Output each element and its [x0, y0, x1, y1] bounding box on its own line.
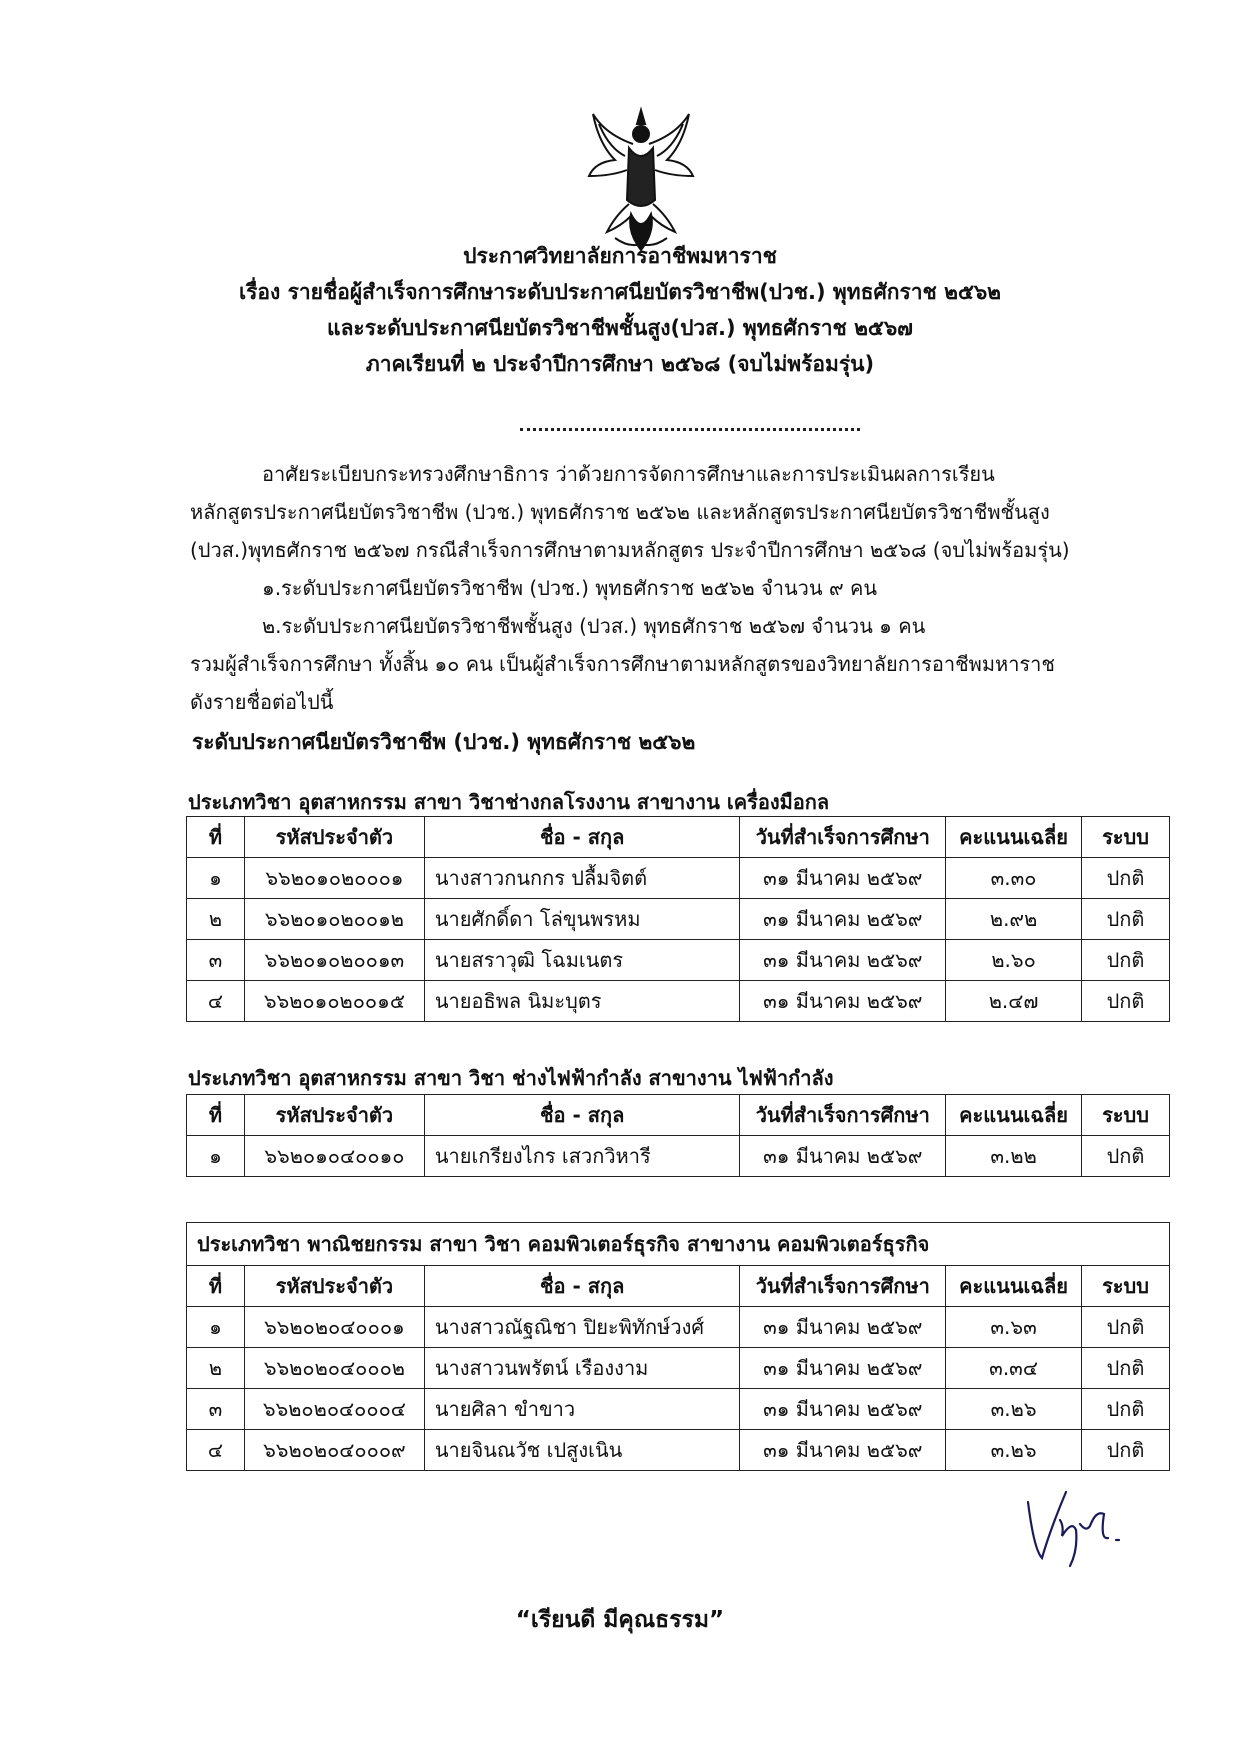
col-date: วันที่สำเร็จการศึกษา	[740, 1095, 946, 1136]
cell-date: ๓๑ มีนาคม ๒๕๖๙	[740, 1348, 946, 1389]
table-row	[187, 858, 1170, 899]
cell-gpa: ๒.๖๐	[946, 940, 1082, 981]
cell-no: ๓	[187, 1389, 245, 1430]
table-header-row	[187, 817, 1170, 858]
cell-system: ปกติ	[1082, 1136, 1170, 1177]
cell-id: ๖๖๒๐๑๐๒๐๐๑๕	[244, 981, 424, 1022]
body-item-2: ๒.ระดับประกาศนียบัตรวิชาชีพชั้นสูง (ปวส.) พุทธศักราช ๒๕๖๗ จำนวน ๑ คน	[262, 614, 926, 638]
body-line-3: (ปวส.)พุทธศักราช ๒๕๖๗ กรณีสำเร็จการศึกษาตามหลักสูตร ประจำปีการศึกษา ๒๕๖๘ (จบไม่พร้อมรุ่น)	[190, 538, 1070, 562]
col-date: วันที่สำเร็จการศึกษา	[740, 1266, 946, 1307]
col-name: ชื่อ - สกุล	[424, 1095, 740, 1136]
group-3-title: ประเภทวิชา พาณิชยกรรม สาขา วิชา คอมพิวเตอร์ธุรกิจ สาขางาน คอมพิวเตอร์ธุรกิจ	[187, 1223, 1170, 1266]
cell-id: ๖๖๒๐๑๐๒๐๐๑๓	[244, 940, 424, 981]
cell-system: ปกติ	[1082, 981, 1170, 1022]
group-2-title: ประเภทวิชา อุตสาหกรรม สาขา วิชา ช่างไฟฟ้ากำลัง สาขางาน ไฟฟ้ากำลัง	[188, 1066, 834, 1090]
announcement-title: ประกาศวิทยาลัยการอาชีพมหาราช	[463, 244, 777, 268]
cell-id: ๖๖๒๐๑๐๒๐๐๐๑	[244, 858, 424, 899]
garuda-emblem-icon	[585, 104, 697, 256]
group-3-title-row	[187, 1223, 1170, 1266]
body-line-4: รวมผู้สำเร็จการศึกษา ทั้งสิ้น ๑๐ คน เป็นผู้สำเร็จการศึกษาตามหลักสูตรของวิทยาลัยการอาชีพมหาราช	[190, 652, 1055, 676]
table-row	[187, 1307, 1170, 1348]
col-system: ระบบ	[1082, 817, 1170, 858]
col-gpa: คะแนนเฉลี่ย	[946, 1095, 1082, 1136]
cell-name: นายศิลา ขำขาว	[424, 1389, 740, 1430]
cell-gpa: ๓.๖๓	[946, 1307, 1082, 1348]
cell-gpa: ๒.๙๒	[946, 899, 1082, 940]
cell-no: ๑	[187, 1136, 245, 1177]
col-no: ที่	[187, 1095, 245, 1136]
table-row	[187, 1348, 1170, 1389]
cell-name: นางสาวนพรัตน์ เรืองงาม	[424, 1348, 740, 1389]
table-header-row	[187, 1095, 1170, 1136]
cell-date: ๓๑ มีนาคม ๒๕๖๙	[740, 899, 946, 940]
col-id: รหัสประจำตัว	[244, 1095, 424, 1136]
col-date: วันที่สำเร็จการศึกษา	[740, 817, 946, 858]
cell-date: ๓๑ มีนาคม ๒๕๖๙	[740, 1430, 946, 1471]
cell-date: ๓๑ มีนาคม ๒๕๖๙	[740, 1307, 946, 1348]
cell-no: ๑	[187, 1307, 245, 1348]
body-line-1: อาศัยระเบียบกระทรวงศึกษาธิการ ว่าด้วยการจัดการศึกษาและการประเมินผลการเรียน	[262, 462, 995, 486]
cell-system: ปกติ	[1082, 1348, 1170, 1389]
cell-no: ๒	[187, 899, 245, 940]
cell-date: ๓๑ มีนาคม ๒๕๖๙	[740, 1389, 946, 1430]
group-2-table	[186, 1094, 1170, 1177]
group-3-table	[186, 1222, 1170, 1471]
body-line-5: ดังรายชื่อต่อไปนี้	[190, 690, 334, 714]
group-1-table	[186, 816, 1170, 1022]
cell-gpa: ๓.๒๖	[946, 1430, 1082, 1471]
table-header-row	[187, 1266, 1170, 1307]
cell-date: ๓๑ มีนาคม ๒๕๖๙	[740, 858, 946, 899]
table-row	[187, 899, 1170, 940]
cell-no: ๔	[187, 1430, 245, 1471]
dotted-divider	[520, 428, 860, 431]
cell-name: นายอธิพล นิมะบุตร	[424, 981, 740, 1022]
cell-gpa: ๓.๓๔	[946, 1348, 1082, 1389]
motto: “เรียนดี มีคุณธรรม”	[515, 1607, 725, 1633]
cell-date: ๓๑ มีนาคม ๒๕๖๙	[740, 981, 946, 1022]
cell-gpa: ๒.๔๗	[946, 981, 1082, 1022]
cell-id: ๖๖๒๐๒๐๔๐๐๐๔	[244, 1389, 424, 1430]
cell-name: นายจินณวัช เปสูงเนิน	[424, 1430, 740, 1471]
cell-gpa: ๓.๒๖	[946, 1389, 1082, 1430]
section-title: ระดับประกาศนียบัตรวิชาชีพ (ปวช.) พุทธศักราช ๒๕๖๒	[192, 730, 696, 754]
col-system: ระบบ	[1082, 1095, 1170, 1136]
col-id: รหัสประจำตัว	[244, 817, 424, 858]
cell-gpa: ๓.๓๐	[946, 858, 1082, 899]
cell-no: ๑	[187, 858, 245, 899]
cell-system: ปกติ	[1082, 1307, 1170, 1348]
body-item-1: ๑.ระดับประกาศนียบัตรวิชาชีพ (ปวช.) พุทธศักราช ๒๕๖๒ จำนวน ๙ คน	[262, 576, 877, 600]
cell-name: นายเกรียงไกร เสวกวิหารี	[424, 1136, 740, 1177]
subject-line-1: เรื่อง รายชื่อผู้สำเร็จการศึกษาระดับประกาศนียบัตรวิชาชีพ(ปวช.) พุทธศักราช ๒๕๖๒	[238, 280, 1002, 304]
subject-line-3: ภาคเรียนที่ ๒ ประจำปีการศึกษา ๒๕๖๘ (จบไม่พร้อมรุ่น)	[365, 352, 875, 376]
cell-name: นางสาวณัฐณิชา ปิยะพิทักษ์วงศ์	[424, 1307, 740, 1348]
col-no: ที่	[187, 817, 245, 858]
cell-id: ๖๖๒๐๑๐๔๐๐๑๐	[244, 1136, 424, 1177]
col-name: ชื่อ - สกุล	[424, 817, 740, 858]
col-name: ชื่อ - สกุล	[424, 1266, 740, 1307]
body-line-2: หลักสูตรประกาศนียบัตรวิชาชีพ (ปวช.) พุทธศักราช ๒๕๖๒ และหลักสูตรประกาศนียบัตรวิชาชีพชั้นสูง	[190, 500, 1050, 524]
subject-line-2: และระดับประกาศนียบัตรวิชาชีพชั้นสูง(ปวส.) พุทธศักราช ๒๕๖๗	[327, 316, 913, 340]
cell-system: ปกติ	[1082, 1430, 1170, 1471]
cell-system: ปกติ	[1082, 899, 1170, 940]
table-row	[187, 940, 1170, 981]
col-id: รหัสประจำตัว	[244, 1266, 424, 1307]
cell-id: ๖๖๒๐๑๐๒๐๐๑๒	[244, 899, 424, 940]
cell-id: ๖๖๒๐๒๐๔๐๐๐๑	[244, 1307, 424, 1348]
cell-gpa: ๓.๒๒	[946, 1136, 1082, 1177]
cell-no: ๔	[187, 981, 245, 1022]
table-row	[187, 1136, 1170, 1177]
cell-system: ปกติ	[1082, 940, 1170, 981]
cell-system: ปกติ	[1082, 858, 1170, 899]
cell-name: นายศักดิ์ดา โล่ขุนพรหม	[424, 899, 740, 940]
cell-no: ๒	[187, 1348, 245, 1389]
cell-date: ๓๑ มีนาคม ๒๕๖๙	[740, 1136, 946, 1177]
table-row	[187, 1389, 1170, 1430]
group-1-title: ประเภทวิชา อุตสาหกรรม สาขา วิชาช่างกลโรงงาน สาขางาน เครื่องมือกล	[188, 790, 830, 814]
cell-date: ๓๑ มีนาคม ๒๕๖๙	[740, 940, 946, 981]
table-row	[187, 1430, 1170, 1471]
col-system: ระบบ	[1082, 1266, 1170, 1307]
cell-id: ๖๖๒๐๒๐๔๐๐๐๙	[244, 1430, 424, 1471]
col-gpa: คะแนนเฉลี่ย	[946, 817, 1082, 858]
cell-name: นางสาวกนกกร ปลื้มจิตต์	[424, 858, 740, 899]
cell-id: ๖๖๒๐๒๐๔๐๐๐๒	[244, 1348, 424, 1389]
cell-no: ๓	[187, 940, 245, 981]
table-row	[187, 981, 1170, 1022]
cell-name: นายสราวุฒิ โฉมเนตร	[424, 940, 740, 981]
col-gpa: คะแนนเฉลี่ย	[946, 1266, 1082, 1307]
cell-system: ปกติ	[1082, 1389, 1170, 1430]
col-no: ที่	[187, 1266, 245, 1307]
handwritten-signature-icon	[1020, 1480, 1130, 1570]
